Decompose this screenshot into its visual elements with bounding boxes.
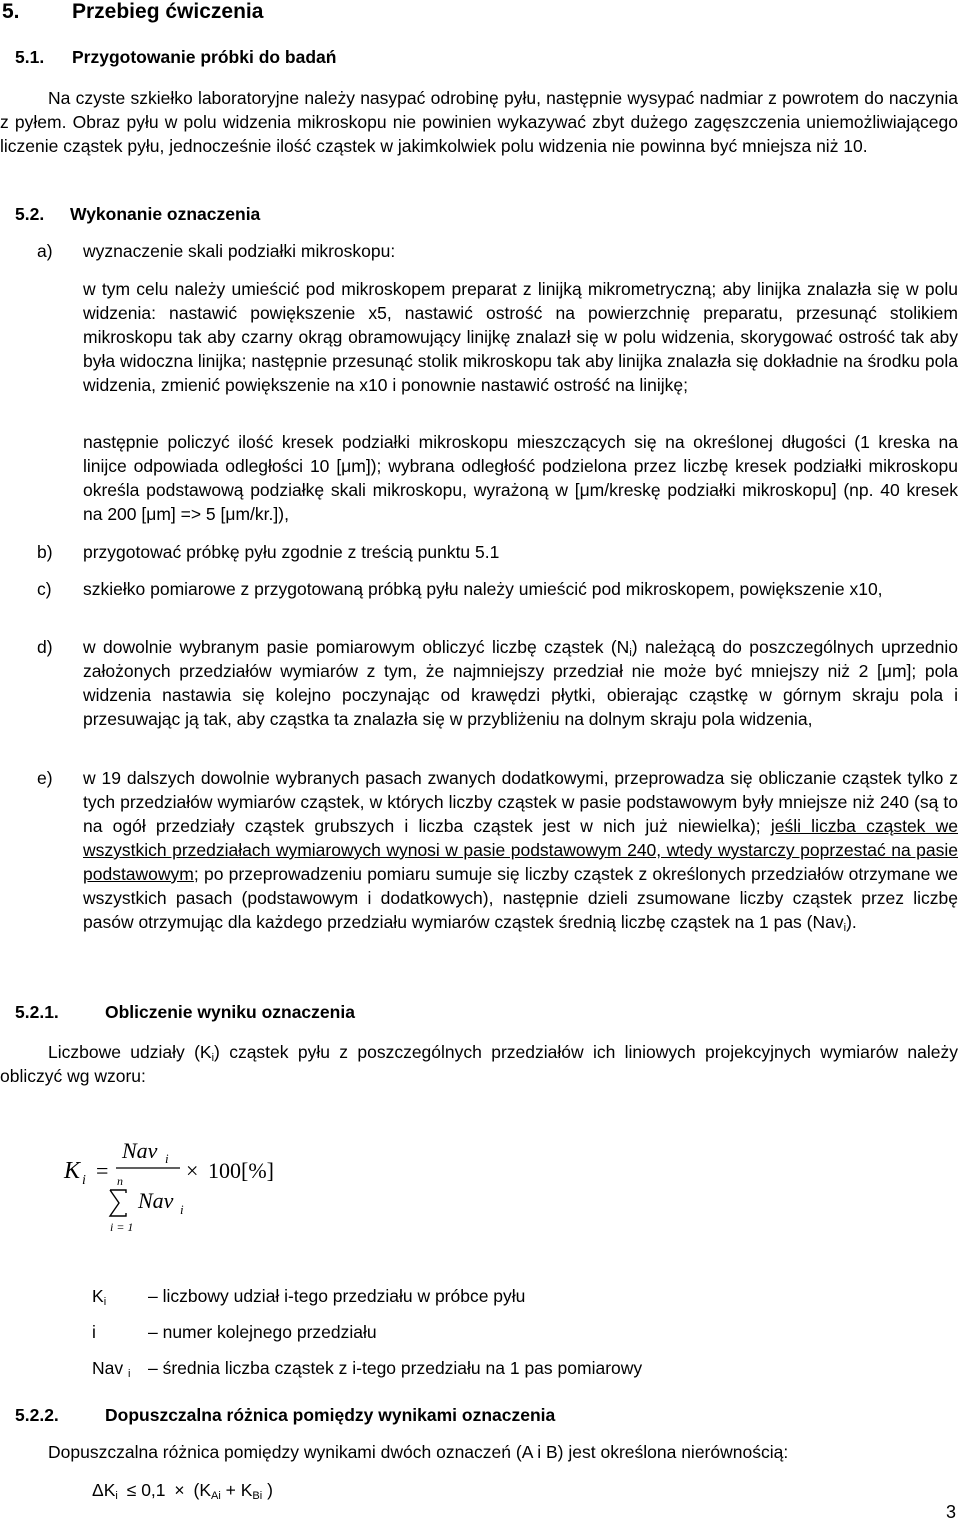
list-label: a) [37,241,53,261]
formula-k-sub: i [82,1173,86,1188]
subsection-heading-5-1 [15,47,336,68]
section-number: 5. [2,0,20,23]
paragraph-5-2-2: Dopuszczalna różnica pomiędzy wynikami dwóch oznaczeń (A i B) jest określona nierównością: [48,1442,789,1462]
formula-ki [60,1130,320,1240]
underlined-condition: jeśli liczba cząstek we wszystkich przedziałach wymiarowych wynosi w pasie podstawowym 240, wtedy wystarczy poprzestać na pasie podstawowym [83,816,958,884]
formula-denominator: Nav [138,1188,174,1213]
paragraph-5-1: Na czyste szkiełko laboratoryjne należy nasypać odrobinę pyłu, następnie wysypać nadmiar z powrotem do naczynia z pyłem. Obraz pyłu w polu widzenia mikroskopu nie powinien wykazywać zbyt dużego zagęszczenia uniemożliwiającego liczenie cząstek pyłu, jednocześnie ilość cząstek w jakimkolwiek polu widzenia nie powinna być mniejsza niż 10. [0,88,958,156]
section-title: Przebieg ćwiczenia [72,0,264,23]
subsection-title: Wykonanie oznaczenia [70,204,261,224]
list-label: c) [37,579,52,599]
formula-equals: = [96,1158,109,1183]
definition-navi: Nav $_i$ – średnia liczba cząstek z i-tego przedziału na 1 pas pomiarowy [92,1358,643,1380]
subsection-title: Przygotowanie próbki do badań [72,47,337,67]
subsection-number: 5.2. [15,204,45,224]
list-text: przygotować próbkę pyłu zgodnie z treścią punktu 5.1 [83,542,500,562]
subsection-heading-5-2 [15,204,260,225]
subsection-title: Dopuszczalna różnica pomiędzy wynikami oznaczenia [105,1405,556,1425]
paragraph-a-counting: następnie policzyć ilość kresek podziałki mikroskopu mieszczących się na określonej długości (1 kreska na linijce odpowiada odległości 10 [μm]); wybrana odległość podzielona przez liczbę kresek podziałki mikroskopu określa podstawową podziałkę skali mikroskopu, wyrażoną w [μm/kreskę podziałki mikroskopu] (np. 40 kresek na 200 [μm] => 5 [μm/kr.]), [83,432,958,524]
subsection-heading-5-2-2 [15,1405,555,1426]
list-text: w 19 dalszych dowolnie wybranych pasach zwanych dodatkowymi, przeprowadza się obliczanie cząstek tylko z tych przedziałów wymiarów cząstek, w których liczby cząstek w pasie podstawowym były mniejsze niż 240 (są to na ogół przedziały cząstek grubszych i liczba cząstek jest w nich już niewielka); jeśli liczba cząstek we wszystkich przedziałach wymiarowych wynosi w pasie podstawowym 240, wtedy wystarczy poprzestać na pasie podstawowym; po przeprowadzeniu pomiaru sumuje się liczby cząstek z określonych przedziałów otrzymane we wszystkich pasach (podstawowym i dodatkowych), następnie dzieli zsumowane liczby cząstek przez liczbę pasów otrzymując dla każdego przedziału wymiarów cząstek średnią liczbę cząstek na 1 pas (Nav$_i$). [83,768,958,934]
paragraph-5-2-1: Liczbowe udziały $(K_i)$ cząstek pyłu z poszczególnych przedziałów ich liniowych projekcyjnych wymiarów należy obliczyć wg wzoru: [0,1042,959,1086]
formula-times: × [186,1158,199,1183]
section-heading-5 [2,0,263,24]
formula-hundred: 100[%] [208,1158,274,1183]
inequality: $\Delta K_i \le 0,1 \times (K_{Ai} + K_{Bi}$ ) [92,1480,273,1502]
subsection-number: 5.2.2. [15,1405,59,1425]
formula-k: K [64,1158,81,1184]
page-number: 3 [945,1502,956,1522]
formula-numerator-sub: i [165,1151,169,1166]
list-label: d) [37,637,53,657]
definition-i: i – numer kolejnego przedziału [92,1322,377,1342]
formula-denominator-sub: i [180,1202,184,1217]
formula-numerator: Nav [122,1138,158,1163]
definition-ki: $K_i$ – liczbowy udział i-tego przedziału w próbce pyłu [92,1286,526,1308]
sum-sign [110,1190,126,1216]
list-text: wyznaczenie skali podziałki mikroskopu: [83,241,396,261]
list-text: szkiełko pomiarowe z przygotowaną próbką pyłu należy umieścić pod mikroskopem, powiększenie x10, [83,579,883,599]
subsection-title: Obliczenie wyniku oznaczenia [105,1002,355,1022]
list-label: b) [37,542,53,562]
subsection-number: 5.2.1. [15,1002,59,1022]
paragraph-a-procedure: w tym celu należy umieścić pod mikroskopem preparat z linijką mikrometryczną; aby linijka znalazła się w polu widzenia: nastawić powiększenie x5, nastawić ostrość na powierzchnię preparatu, przesunąć stolikiem mikroskopu tak aby czarny okrąg obramowujący linijkę znalazł się w polu widzenia, skorygować ostrość tak aby była widoczna linijka; następnie przesunąć stolik mikroskopu tak aby linijka znalazła się dokładnie na środku pola widzenia, zmienić powiększenie na x10 i ponownie nastawić ostrość na linijkę; [83,279,958,395]
sum-lower-limit: i = 1 [110,1220,134,1234]
list-text: w dowolnie wybranym pasie pomiarowym obliczyć liczbę cząstek $(N_i)$ należącą do poszczególnych uprzednio założonych przedziałów wymiarów z tym, że najmniejszy przedział nie może być mniejszy niż 2 [μm]; pola widzenia nastawia się kolejno poczynając od krawędzi płytki, obierając cząstkę w górnym skraju pola i przesuwając ją tak, aby cząstka ta znalazła się w przybliżeniu na dolnym skraju pola widzenia, [83,637,959,729]
subsection-number: 5.1. [15,47,45,67]
sum-upper-limit: n [117,1174,123,1188]
list-label: e) [37,768,53,788]
subsection-heading-5-2-1 [15,1002,355,1023]
